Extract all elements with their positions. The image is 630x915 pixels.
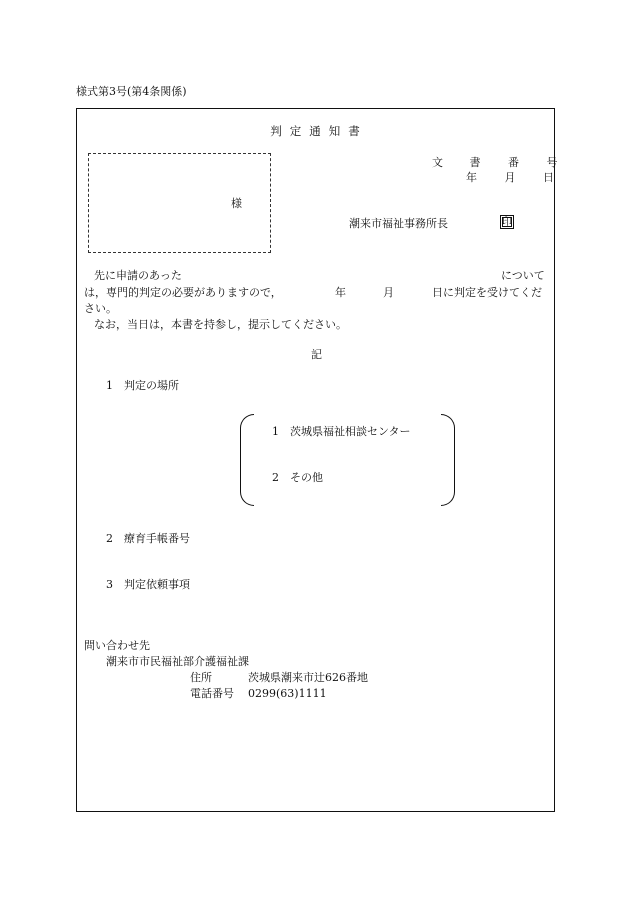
issue-date-line [466,172,554,183]
docno-char: 文 [432,156,443,169]
item-notebook-number: 2 療育手帳番号 [106,532,190,545]
date-month: 月 [504,171,516,184]
recipient-honorific: 様 [231,197,242,210]
contact-address: 茨城県潮来市辻626番地 [248,671,368,684]
form-number-label: 様式第3号(第4条関係) [76,85,187,98]
body-line2-year: 年 [335,286,346,299]
contact-heading: 問い合わせ先 [84,639,150,652]
body-line1-end: について [501,269,545,282]
document-number-line [432,157,558,168]
sender-name: 潮来市福祉事務所長 [349,217,448,230]
recipient-address-box [88,153,271,253]
place-option-2: 2 その他 [272,471,323,484]
place-option-1: 1 茨城県福祉相談センター [272,425,411,438]
document-title: 判定通知書 [270,124,368,138]
date-year: 年 [466,171,477,184]
right-bracket [441,414,455,506]
left-bracket [240,414,254,506]
seal-mark: 印 [502,217,512,228]
body-line3: さい。 [84,302,117,315]
ki-heading: 記 [311,348,322,361]
contact-tel-label: 電話番号 [190,687,234,700]
date-day: 日 [543,171,554,184]
docno-char: 号 [546,156,558,169]
item-judgement-place: 1 判定の場所 [106,379,179,392]
body-line2-day: 日に判定を受けてくだ [432,286,542,299]
body-line2 [84,286,542,299]
body-line4: なお，当日は，本書を持参し，提示してください。 [94,318,347,331]
body-line2-start: は，専門的判定の必要がありますので， [84,286,282,299]
contact-tel: 0299(63)1111 [248,687,327,700]
body-line1-start: 先に申請のあった [94,269,182,282]
docno-char: 番 [508,156,519,169]
docno-char: 書 [469,156,481,169]
contact-department: 潮来市市民福祉部介護福祉課 [106,655,249,668]
contact-address-label: 住所 [190,671,212,684]
body-line2-month: 月 [383,286,394,299]
item-request-matters: 3 判定依頼事項 [106,578,190,591]
